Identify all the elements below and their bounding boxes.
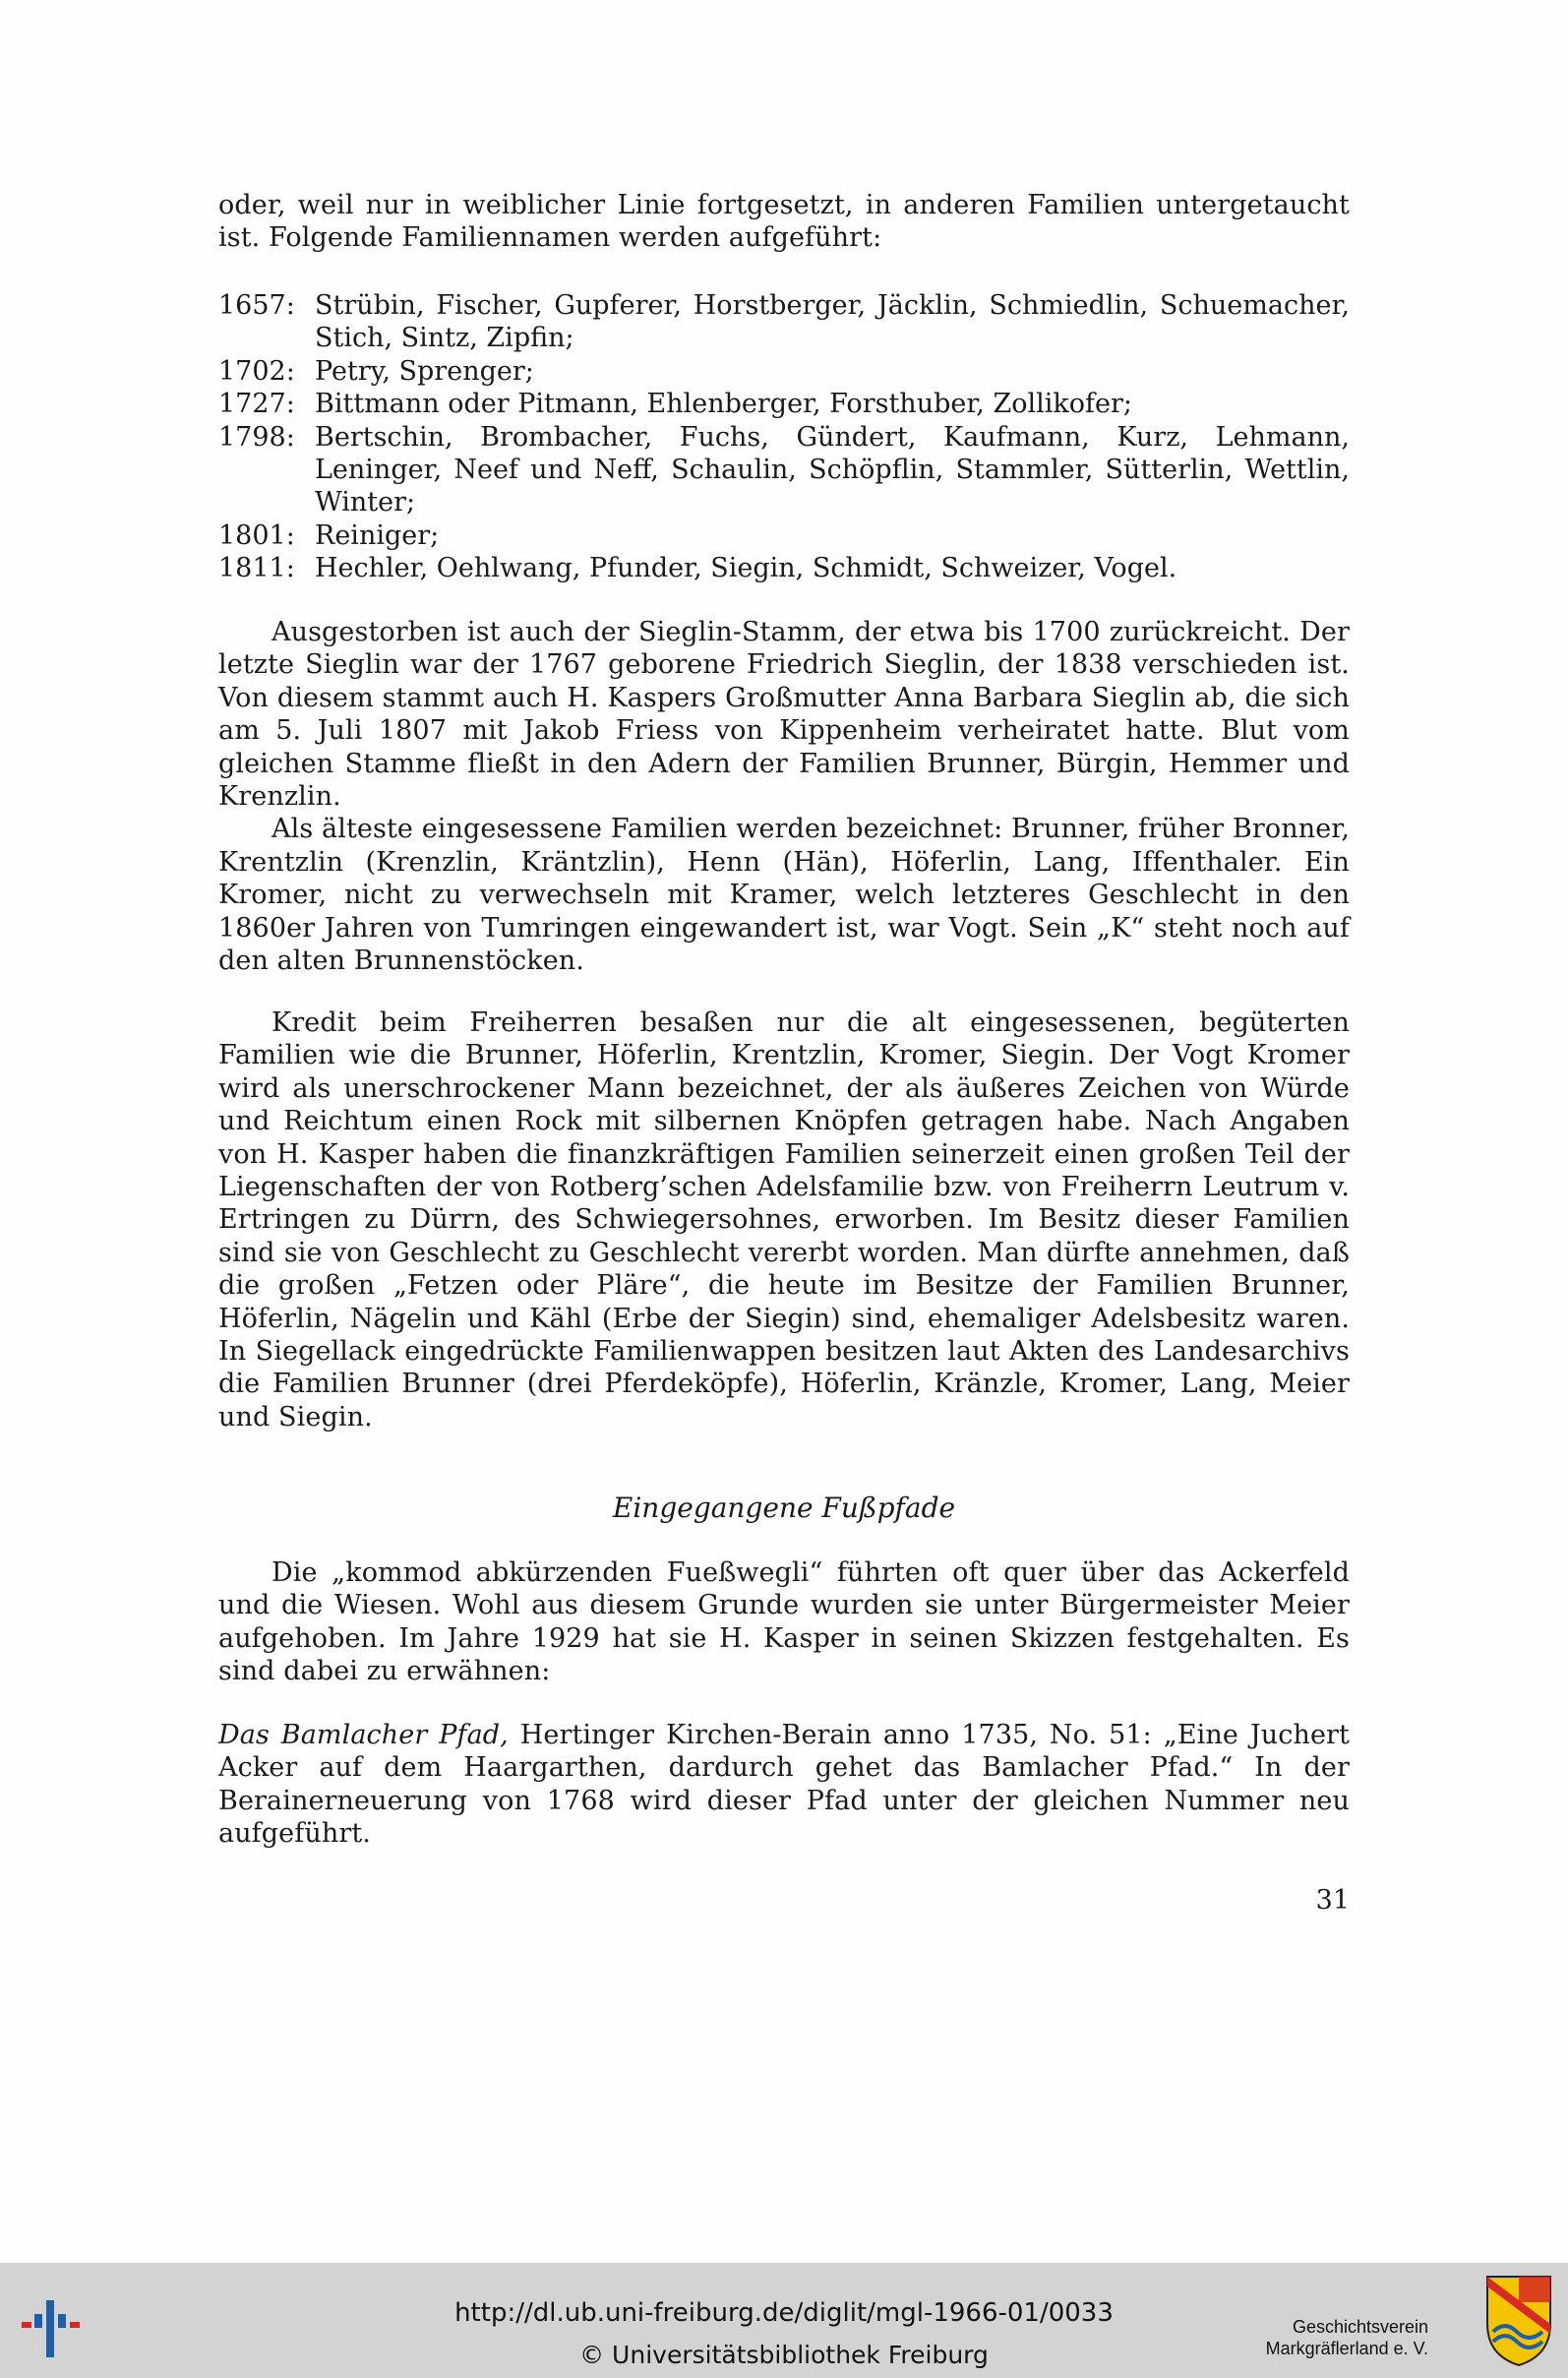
org-name [1266,2316,1428,2359]
list-year: 1811: [218,553,295,584]
list-item [218,552,1350,584]
intro-paragraph [218,189,1350,255]
bamlach-text: Hertinger Kirchen-Berain anno 1735, No. 51: „Eine Juchert Acker auf dem Haargarthen, dardurch gehet das Bamlacher Pfad.“ In der Berainerneuerung von 1768 wird dieser Pfad unter der gleichen Nummer neu aufgeführt. [218,1720,1350,1850]
org-name-line1: Geschichtsverein [1292,2317,1428,2337]
kredit-paragraph: Kredit beim Freiherren besaßen nur die alt eingesessenen, begüterten Familien wie die Brunner, Höferlin, Krentzlin, Kromer, Siegin. Der Vogt Kromer wird als unerschrockener Mann bezeichnet, der als äußeres Zeichen von Würde und Reichtum einen Rock mit silbernen Knöpfen getragen habe. Nach Angaben von H. Kasper haben die finanzkräftigen Familien seinerzeit einen großen Teil der Liegenschaften der von Rotberg’schen Adelsfamilie bzw. von Freiherrn Leutrum v. Ertringen zu Dürrn, des Schwiegersohnes, erworben. Im Besitz dieser Familien sind sie von Geschlecht zu Geschlecht vererbt worden. Man dürfte annehmen, daß die großen „Fetzen oder Pläre“, die heute im Besitze der Familien Brunner, Höferlin, Nägelin und Kähl (Erbe der Siegin) sind, ehemaliger Adelsbesitz waren. In Siegellack eingedrückte Familienwappen besitzen laut Akten des Landesarchivs die Familien Brunner (drei Pferdeköpfe), Höferlin, Kränzle, Kromer, Lang, Meier und Siegin. [218,1007,1350,1433]
bamlach-lead: Das Bamlacher Pfad, [218,1720,509,1750]
bamlach-section [218,1719,1350,1851]
sieglin-section [218,616,1350,977]
footer-copyright: © Universitätsbibliothek Freiburg [579,2341,989,2369]
list-names: Strübin, Fischer, Gupferer, Horstberger, Jäcklin, Schmiedlin, Schuemacher, Stich, Sintz, Zipfin; [315,290,1350,354]
fusswegli-paragraph: Die „kommod abkürzenden Fueßwegli“ führten oft quer über das Ackerfeld und die Wiesen. Wohl aus diesem Grunde wurden sie unter Bürgermeister Meier aufgehoben. Im Jahre 1929 hat sie H. Kasper in seinen Skizzen festgehalten. Es sind dabei zu erwähnen: [218,1557,1350,1687]
list-item [218,519,1350,552]
list-year: 1702: [218,355,295,387]
list-names: Bittmann oder Pitmann, Ehlenberger, Forsthuber, Zollikofer; [315,389,1132,420]
footer-url[interactable]: http://dl.ub.uni-freiburg.de/diglit/mgl-1966-01/0033 [454,2298,1114,2328]
coat-of-arms-icon [1483,2273,1554,2367]
page-number: 31 [1315,1885,1350,1916]
families-paragraph: Als älteste eingesessene Familien werden bezeichnet: Brunner, früher Bronner, Krentzlin (Krenzlin, Kräntzlin), Henn (Hän), Höferlin, Lang, Iffenthaler. Ein Kromer, nicht zu verwechseln mit Kramer, welch letzteres Geschlecht in den 1860er Jahren von Tumringen eingewandert ist, war Vogt. Sein „K“ steht noch auf den alten Brunnenstöcken. [218,814,1350,977]
list-names: Bertschin, Brombacher, Fuchs, Gündert, Kaufmann, Kurz, Lehmann, Leninger, Neef und Neff, Schaulin, Schöpflin, Stammler, Sütterlin, Wettlin, Winter; [315,421,1350,518]
list-year: 1657: [218,290,295,321]
list-names: Reiniger; [315,519,440,551]
surname-list [218,289,1350,585]
section-heading: Eingegangene Fußpfade [612,1492,956,1524]
intro-text: oder, weil nur in weiblicher Linie fortgesetzt, in anderen Familien untergetaucht ist. Folgende Familiennamen werden aufgeführt: [218,190,1350,254]
sieglin-paragraph: Ausgestorben ist auch der Sieglin-Stamm, der etwa bis 1700 zurückreicht. Der letzte Sieglin war der 1767 geborene Friedrich Sieglin, der 1838 verschieden ist. Von diesem stammt auch H. Kaspers Großmutter Anna Barbara Sieglin ab, die sich am 5. Juli 1807 mit Jakob Friess von Kippenheim verheiratet hatte. Blut vom gleichen Stamme fließt in den Adern der Familien Brunner, Bürgin, Hemmer und Krenzlin. [218,617,1350,813]
list-item [218,388,1350,420]
org-name-line2: Markgräflerland e. V. [1265,2339,1428,2358]
list-item [218,289,1350,355]
bamlach-paragraph [218,1719,1350,1851]
list-year: 1798: [218,421,295,453]
footer-bar [0,2263,1568,2378]
list-item [218,355,1350,388]
list-names: Petry, Sprenger; [315,355,534,387]
kredit-section [218,1006,1350,1433]
fusswegli-section [218,1556,1350,1688]
list-year: 1727: [218,389,295,420]
list-year: 1801: [218,519,295,551]
list-names: Hechler, Oehlwang, Pfunder, Siegin, Schmidt, Schweizer, Vogel. [315,553,1177,584]
list-item [218,421,1350,519]
